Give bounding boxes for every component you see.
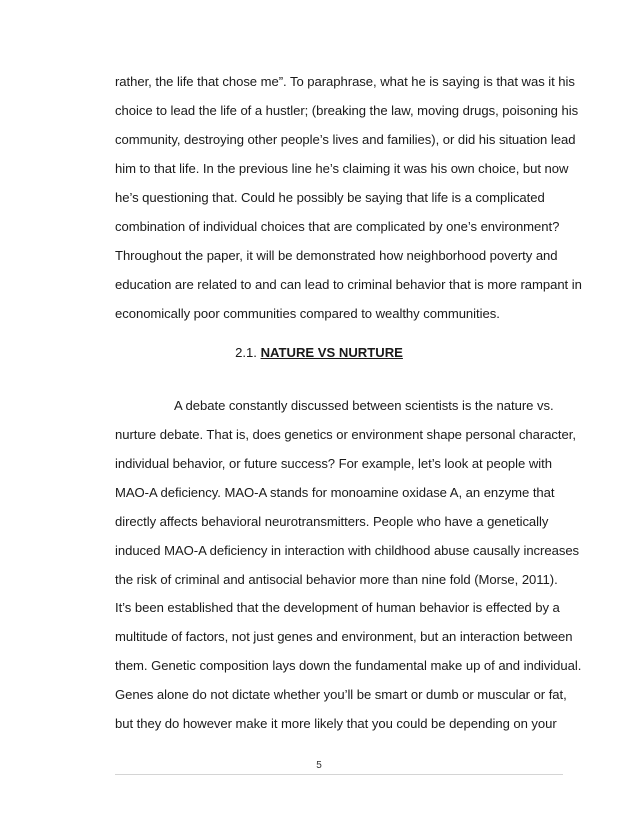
- paragraph-2-line-5: directly affects behavioral neurotransmitters. People who have a genetically: [115, 514, 549, 529]
- paragraph-1-line-8: education are related to and can lead to criminal behavior that is more rampant in: [115, 277, 582, 292]
- paragraph-1-line-9: economically poor communities compared to wealthy communities.: [115, 306, 500, 321]
- paragraph-2-line-3: individual behavior, or future success? For example, let’s look at people with: [115, 456, 552, 471]
- paragraph-2-line-12: but they do however make it more likely that you could be depending on your: [115, 716, 557, 731]
- paragraph-2-line-7: the risk of criminal and antisocial behavior more than nine fold (Morse, 2011).: [115, 572, 558, 587]
- paragraph-1-line-5: he’s questioning that. Could he possibly be saying that life is a complicated: [115, 190, 545, 205]
- section-number: 2.1.: [235, 345, 257, 360]
- paragraph-2-line-11: Genes alone do not dictate whether you’ll be smart or dumb or muscular or fat,: [115, 687, 567, 702]
- paragraph-2-line-4: MAO-A deficiency. MAO-A stands for monoamine oxidase A, an enzyme that: [115, 485, 555, 500]
- paragraph-1-line-1: rather, the life that chose me”. To paraphrase, what he is saying is that was it his: [115, 74, 575, 89]
- paragraph-1-line-7: Throughout the paper, it will be demonstrated how neighborhood poverty and: [115, 248, 558, 263]
- paragraph-2-line-1: A debate constantly discussed between scientists is the nature vs.: [174, 398, 554, 413]
- paragraph-1-line-4: him to that life. In the previous line he’s claiming it was his own choice, but now: [115, 161, 569, 176]
- paragraph-1-line-2: choice to lead the life of a hustler; (breaking the law, moving drugs, poisoning his: [115, 103, 579, 118]
- paragraph-2-line-8: It’s been established that the development of human behavior is effected by a: [115, 600, 560, 615]
- paragraph-2-line-10: them. Genetic composition lays down the fundamental make up of and individual.: [115, 658, 582, 673]
- paragraph-1-line-3: community, destroying other people’s lives and families), or did his situation lead: [115, 132, 576, 147]
- section-title: NATURE VS NURTURE: [260, 345, 403, 360]
- paragraph-2-line-6: induced MAO-A deficiency in interaction with childhood abuse causally increases: [115, 543, 580, 558]
- page-number: 5: [316, 760, 322, 771]
- paragraph-2-line-9: multitude of factors, not just genes and environment, but an interaction between: [115, 629, 573, 644]
- paragraph-2-line-2: nurture debate. That is, does genetics or environment shape personal character,: [115, 427, 576, 442]
- paragraph-1-line-6: combination of individual choices that are complicated by one’s environment?: [115, 219, 560, 234]
- footer-divider: [115, 774, 563, 775]
- section-heading: [0, 345, 638, 361]
